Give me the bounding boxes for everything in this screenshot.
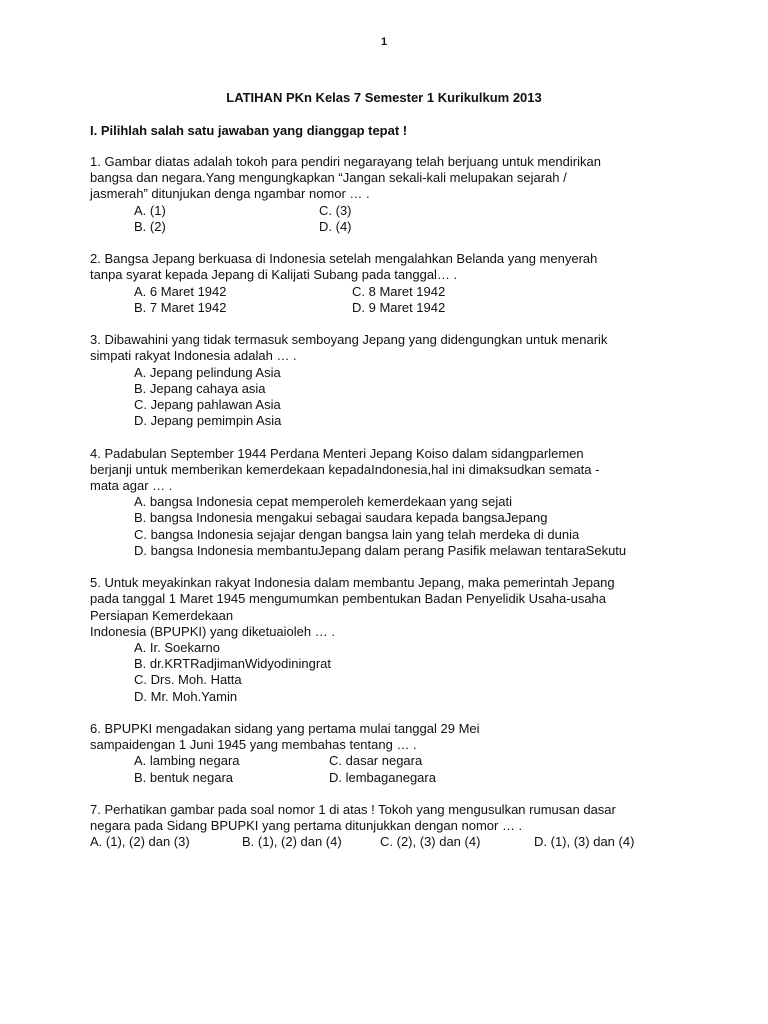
option-d: D. (4) xyxy=(319,218,352,234)
option-a: A. lambing negara xyxy=(134,753,240,769)
option-b: B. (1), (2) dan (4) xyxy=(242,834,342,850)
options-row xyxy=(90,203,730,219)
option-b: B. bangsa Indonesia mengakui sebagai saudara kepada bangsaJepang xyxy=(134,510,548,526)
question-text-line: pada tanggal 1 Maret 1945 mengumumkan pembentukan Badan Penyelidik Usaha-usaha xyxy=(90,591,607,607)
option-a: A. Jepang pelindung Asia xyxy=(134,364,281,380)
question-text-line: Persiapan Kemerdekaan xyxy=(90,607,234,623)
option-a: A. 6 Maret 1942 xyxy=(134,283,227,299)
question-6 xyxy=(90,721,730,786)
question-text-line: 1. Gambar diatas adalah tokoh para pendiri negarayang telah berjuang untuk mendirikan xyxy=(90,154,601,169)
question-text-line: tanpa syarat kepada Jepang di Kalijati Subang pada tanggal… . xyxy=(90,267,458,283)
option-d: D. lembaganegara xyxy=(329,769,436,785)
question-text-line: 5. Untuk meyakinkan rakyat Indonesia dalam membantu Jepang, maka pemerintah Jepang xyxy=(90,575,615,591)
option-d: D. bangsa Indonesia membantuJepang dalam perang Pasifik melawan tentaraSekutu xyxy=(134,542,627,558)
option-b: B. dr.KRTRadjimanWidyodiningrat xyxy=(134,656,332,672)
question-text-line: mata agar … . xyxy=(90,477,173,493)
question-1 xyxy=(90,154,730,235)
option-b: B. (2) xyxy=(134,218,166,234)
section-heading: I. Pilihlah salah satu jawaban yang dianggap tepat ! xyxy=(90,123,408,138)
question-5 xyxy=(90,575,730,705)
option-c: C. 8 Maret 1942 xyxy=(352,283,446,299)
option-b: B. Jepang cahaya asia xyxy=(134,380,266,396)
question-text-line: jasmerah” ditunjukan denga ngambar nomor … . xyxy=(90,186,370,202)
question-text-line: bangsa dan negara.Yang mengungkapkan “Jangan sekali-kali melupakan sejarah / xyxy=(90,170,567,186)
question-4 xyxy=(90,446,730,559)
question-text-line: negara pada Sidang BPUPKI yang pertama ditunjukkan dengan nomor … . xyxy=(90,818,523,834)
option-c: C. (3) xyxy=(319,202,352,218)
options-row xyxy=(90,770,730,786)
question-text-line: Indonesia (BPUPKI) yang diketuaioleh … . xyxy=(90,623,335,639)
option-c: C. Drs. Moh. Hatta xyxy=(134,672,242,688)
page-number: 1 xyxy=(380,36,388,48)
question-text-line: 7. Perhatikan gambar pada soal nomor 1 di atas ! Tokoh yang mengusulkan rumusan dasar xyxy=(90,801,616,817)
option-c: C. (2), (3) dan (4) xyxy=(380,834,481,850)
options-row xyxy=(90,284,730,300)
options-row xyxy=(90,300,730,316)
question-text-line: 3. Dibawahini yang tidak termasuk semboyang Jepang yang didengungkan untuk menarik xyxy=(90,332,608,348)
question-text-line: sampaidengan 1 Juni 1945 yang membahas tentang … . xyxy=(90,737,417,753)
options-row xyxy=(90,834,730,850)
option-c: C. dasar negara xyxy=(329,753,423,769)
option-c: C. bangsa Indonesia sejajar dengan bangsa lain yang telah merdeka di dunia xyxy=(134,526,580,542)
option-a: A. bangsa Indonesia cepat memperoleh kemerdekaan yang sejati xyxy=(134,494,512,510)
question-text-line: berjanji untuk memberikan kemerdekaan kepadaIndonesia,hal ini dimaksudkan semata - xyxy=(90,461,600,477)
question-text-line: 2. Bangsa Jepang berkuasa di Indonesia setelah mengalahkan Belanda yang menyerah xyxy=(90,251,598,267)
question-text-line: 4. Padabulan September 1944 Perdana Menteri Jepang Koiso dalam sidangparlemen xyxy=(90,445,584,461)
options-row xyxy=(90,219,730,235)
question-text-line: simpati rakyat Indonesia adalah … . xyxy=(90,348,297,364)
options-row xyxy=(90,753,730,769)
option-b: B. bentuk negara xyxy=(134,769,234,785)
option-c: C. Jepang pahlawan Asia xyxy=(134,396,281,412)
question-text-line: 6. BPUPKI mengadakan sidang yang pertama mulai tanggal 29 Mei xyxy=(90,720,480,736)
option-a: A. (1) xyxy=(134,202,166,218)
option-d: D. 9 Maret 1942 xyxy=(352,299,446,315)
option-a: A. (1), (2) dan (3) xyxy=(90,834,190,850)
option-d: D. Jepang pemimpin Asia xyxy=(134,413,282,429)
option-a: A. Ir. Soekarno xyxy=(134,639,220,655)
option-d: D. Mr. Moh.Yamin xyxy=(134,688,238,704)
option-d: D. (1), (3) dan (4) xyxy=(534,834,635,850)
question-list xyxy=(90,154,730,867)
question-7 xyxy=(90,802,730,851)
option-b: B. 7 Maret 1942 xyxy=(134,299,227,315)
question-2 xyxy=(90,251,730,316)
question-3 xyxy=(90,332,730,429)
document-title: LATIHAN PKn Kelas 7 Semester 1 Kurikulkum 2013 xyxy=(226,90,542,105)
